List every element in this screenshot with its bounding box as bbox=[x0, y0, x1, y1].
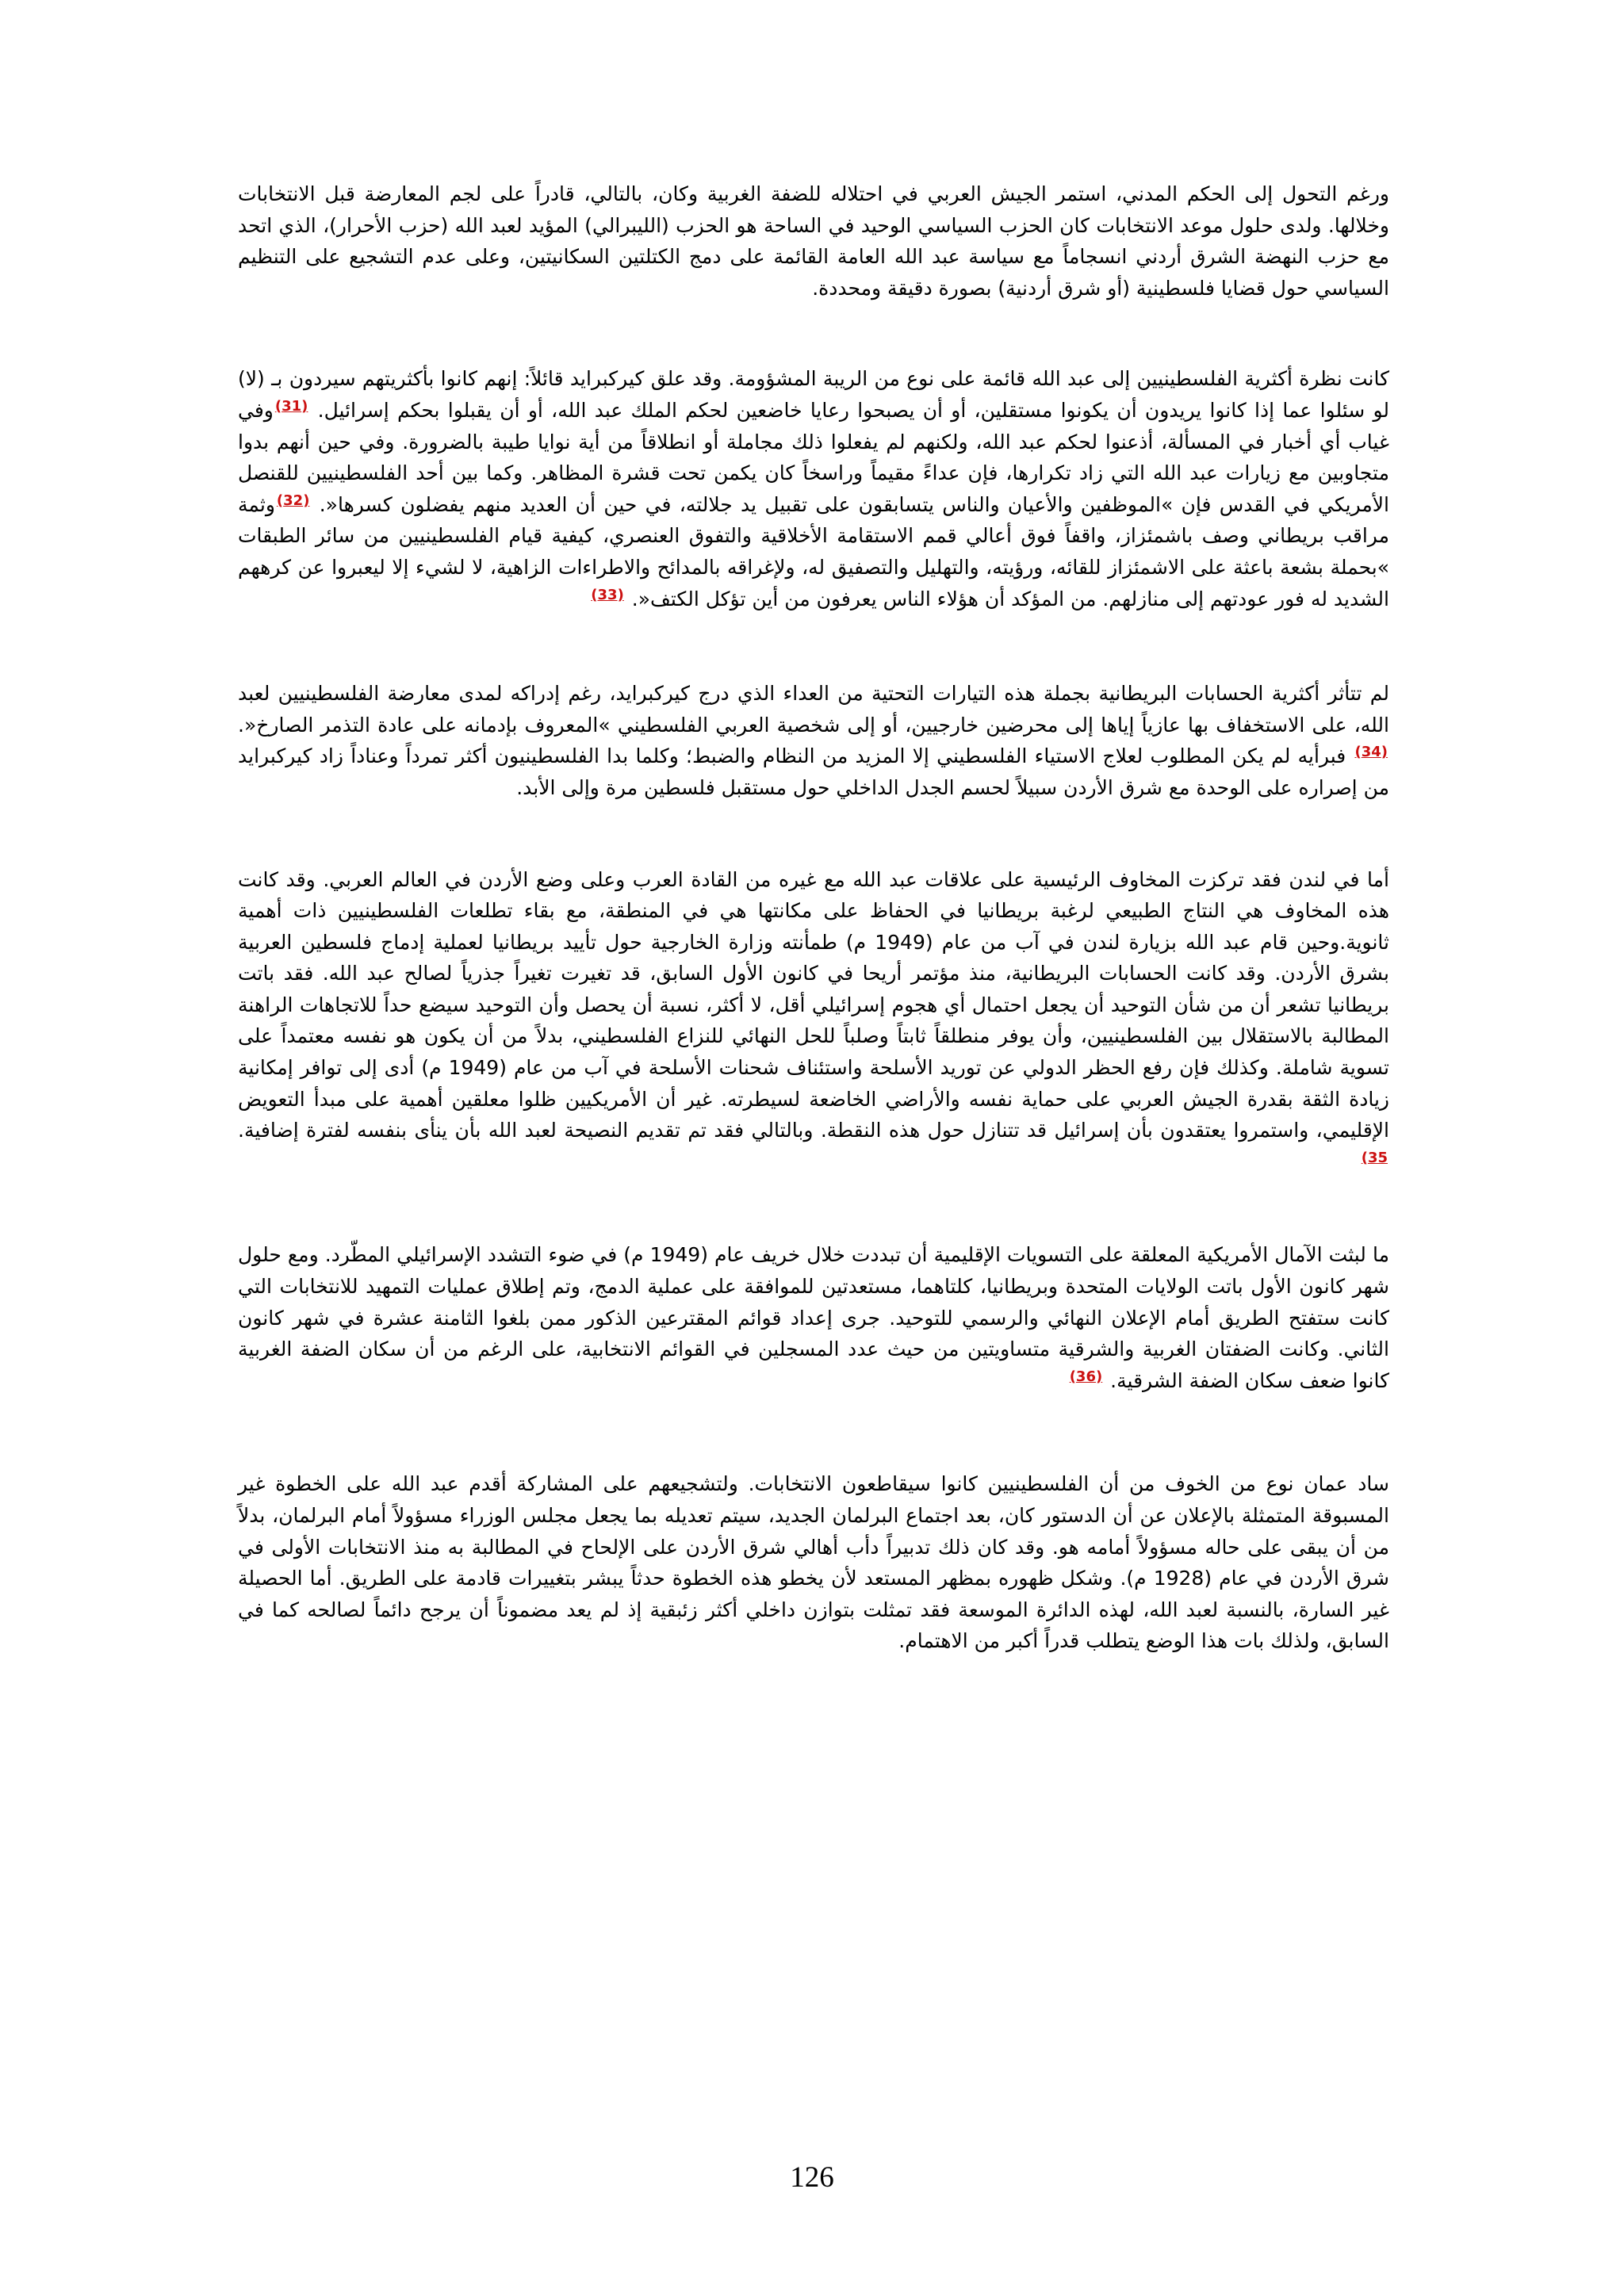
footnote-ref-32[interactable]: (32) bbox=[276, 492, 310, 509]
paragraph-2-part-3: وثمة مراقب بريطاني وصف باشمئزاز، واقفاً فوق أعالي قمم الاستقامة الأخلاقية والتفوق العنصري، كيفية قيام الفلسطينيين من سائر الطبقات »بحملة بشعة باعثة على الاشمئزاز للقائه، ورؤيته، والتهليل والتصفيق له، ولإغراقه بالمدائح والاطراءات الزاهية، لا لشيء إلا ليعبروا عن كرههم الشديد له فور عودتهم إلى منازلهم. من المؤكد أن هؤلاء الناس يعرفون من أين تؤكل الكتف«. bbox=[238, 492, 1389, 610]
paragraph-2-part-1: كانت نظرة أكثرية الفلسطينيين إلى عبد الله قائمة على نوع من الريبة المشؤومة. وقد علق كيركبرايد قائلاً: إنهم كانوا بأكثريتهم سيردون بـ (لا) لو سئلوا عما إذا كانوا يريدون أن يكونوا مستقلين، أو أن يصبحوا رعايا خاضعين لحكم الملك عبد الله، أو أن يقبلوا بحكم إسرائيل. bbox=[238, 367, 1389, 422]
paragraph-3-part-1: لم تتأثر أكثرية الحسابات البريطانية بجملة هذه التيارات التحتية من العداء الذي درج كيركبرايد، رغم إدراكه لمدى معارضة الفلسطينيين لعبد الله، على الاستخفاف بها عازياً إياها إلى محرضين خارجيين، أو إلى شخصية العربي الفلسطيني »المعروف بإدمانه على عادة التذمر الصارخ«. bbox=[238, 682, 1389, 737]
footnote-ref-34[interactable]: (34) bbox=[1354, 744, 1388, 761]
footnote-ref-31[interactable]: (31) bbox=[274, 397, 308, 415]
paragraph-6: ساد عمان نوع من الخوف من أن الفلسطينيين كانوا سيقاطعون الانتخابات. ولتشجيعهم على المشاركة أقدم عبد الله على الخطوة غير المسبوقة المتمثلة بالإعلان عن أن الدستور كان، بعد اجتماع البرلمان الجديد، سيتم تعديله بما يجعل مجلس الوزراء مسؤولاً أمام البرلمان، بدلاً من أن يبقى على حاله مسؤولاً أمامه هو. وقد كان ذلك تدبيراً دأب أهالي شرق الأردن على الإلحاح في المطالبة به منذ الانتخابات الأولى في شرق الأردن في عام (1928 م). وشكل ظهوره بمظهر المستعد لأن يخطو هذه الخطوة حدثاً يبشر بتغييرات قادمة على الطريق. أما الحصيلة غير السارة، بالنسبة لعبد الله، لهذه الدائرة الموسعة فقد تمثلت بتوازن داخلي أكثر زئبقية إذ لم يعد مضموناً أن يرجح دائماً لصالحه كما في السابق، ولذلك بات هذا الوضع يتطلب قدراً أكبر من الاهتمام. bbox=[238, 1472, 1390, 1653]
page-number: 126 bbox=[790, 2161, 834, 2194]
paragraph-2 bbox=[238, 363, 1389, 614]
paragraph-1: ورغم التحول إلى الحكم المدني، استمر الجيش العربي في احتلاله للضفة الغربية وكان، بالتالي، قادراً على لجم المعارضة قبل الانتخابات وخلالها. ولدى حلول موعد الانتخابات كان الحزب السياسي الوحيد في الساحة هو الحزب (الليبرالي) المؤيد لعبد الله (حزب الأحرار)، الذي اتحد مع حزب النهضة الشرق أردني انسجاماً مع سياسة عبد الله العامة القائمة على دمج الكتلتين السكانيتين، وعلى عدم التشجيع على التنظيم السياسي حول قضايا فلسطينية (أو شرق أردنية) بصورة دقيقة ومحددة. bbox=[238, 182, 1389, 300]
paragraph-5 bbox=[238, 1239, 1389, 1396]
footnote-ref-36[interactable]: (36) bbox=[1069, 1368, 1103, 1385]
body-text bbox=[238, 178, 1389, 1657]
paragraph-5-part-1: ما لبثت الآمال الأمريكية المعلقة على التسويات الإقليمية أن تبددت خلال خريف عام (1949 م) في ضوء التشدد الإسرائيلي المطّرد. ومع حلول شهر كانون الأول باتت الولايات المتحدة وبريطانيا، كلتاهما، مستعدتين للموافقة على عملية الدمج، وتم إطلاق عمليات التمهيد للانتخابات التي كانت ستفتح الطريق أمام الإعلان النهائي والرسمي للتوحيد. جرى إعداد قوائم المقترعين الذكور ممن بلغوا الثامنة عشرة في شهر كانون الثاني. وكانت الضفتان الغربية والشرقية متساويتين من حيث عدد المسجلين في القوائم الانتخابية، على الرغم من أن سكان الضفة الغربية كانوا ضعف سكان الضفة الشرقية. bbox=[238, 1243, 1389, 1392]
paragraph-4 bbox=[238, 864, 1389, 1178]
paragraph-3-part-2: فبرأيه لم يكن المطلوب لعلاج الاستياء الفلسطيني إلا المزيد من النظام والضبط؛ وكلما بدا الفلسطينيون أكثر تمرداً وعناداً زاد كيركبرايد من إصراره على الوحدة مع شرق الأردن سبيلاً لحسم الجدل الداخلي حول مستقبل فلسطين مرة وإلى الأبد. bbox=[238, 744, 1389, 799]
footnote-ref-35[interactable]: 35) bbox=[1361, 1149, 1388, 1166]
paragraph-4-part-1: أما في لندن فقد تركزت المخاوف الرئيسية على علاقات عبد الله مع غيره من القادة العرب وعلى وضع الأردن في العالم العربي. وقد كانت هذه المخاوف هي النتاج الطبيعي لرغبة بريطانيا في الحفاظ على مكانتها هي في المنطقة، مع بقاء تطلعات الفلسطينيين ذات أهمية ثانوية.وحين قام عبد الله بزيارة لندن في آب من عام (1949 م) طمأنته وزارة الخارجية حول تأييد بريطانيا لعملية إدماج فلسطين العربية بشرق الأردن. وقد كانت الحسابات البريطانية، منذ مؤتمر أريحا في كانون الأول السابق، قد تغيرت تغيراً جذرياً لصالح عبد الله. فقد باتت بريطانيا تشعر أن من شأن التوحيد أن يجعل احتمال أي هجوم إسرائيلي أقل، لا أكثر، نسبة أن يحصل وأن التوحيد سيضع حداً للاتجاهات الراهنة المطالبة بالاستقلال بين الفلسطينيين، وأن يوفر منطلقاً ثابتاً وصلباً للحل النهائي للنزاع الفلسطيني، بدلاً من أن يكون هو نفسه معتمداً على تسوية شاملة. وكذلك فإن رفع الحظر الدولي عن توريد الأسلحة واستئناف شحنات الأسلحة في آب من عام (1949 م) أدى إلى توافر إمكانية زيادة الثقة بقدرة الجيش العربي على حماية نفسه والأراضي الخاضعة لسيطرته. غير أن الأمريكيين ظلوا معلقين أهمية على مبدأ التعويض الإقليمي، واستمروا يعتقدون بأن إسرائيل قد تتنازل حول هذه النقطة. وبالتالي فقد تم تقديم النصيحة لعبد الله بأن ينأى بنفسه لفترة إضافية. bbox=[238, 867, 1390, 1142]
footnote-ref-33[interactable]: (33) bbox=[591, 586, 624, 603]
paragraph-3 bbox=[238, 678, 1389, 803]
paragraph-2-part-2: وفي غياب أي أخبار في المسألة، أذعنوا لحكم عبد الله، ولكنهم لم يفعلوا ذلك مجاملة أو انطلاقاً من أية نوايا طيبة بالضرورة. وفي حين أنهم بدوا متجاوبين مع زيارات عبد الله التي زاد تكرارها، فإن عداءً مقيماً وراسخاً كان يكمن تحت قشرة المظاهر. وكما بين أحد الفلسطينيين للقنصل الأمريكي في القدس فإن »الموظفين والأعيان والناس يتسابقون على تقبيل يد جلالته، في حين أن العديد منهم يفضلون كسرها«. bbox=[238, 398, 1390, 516]
